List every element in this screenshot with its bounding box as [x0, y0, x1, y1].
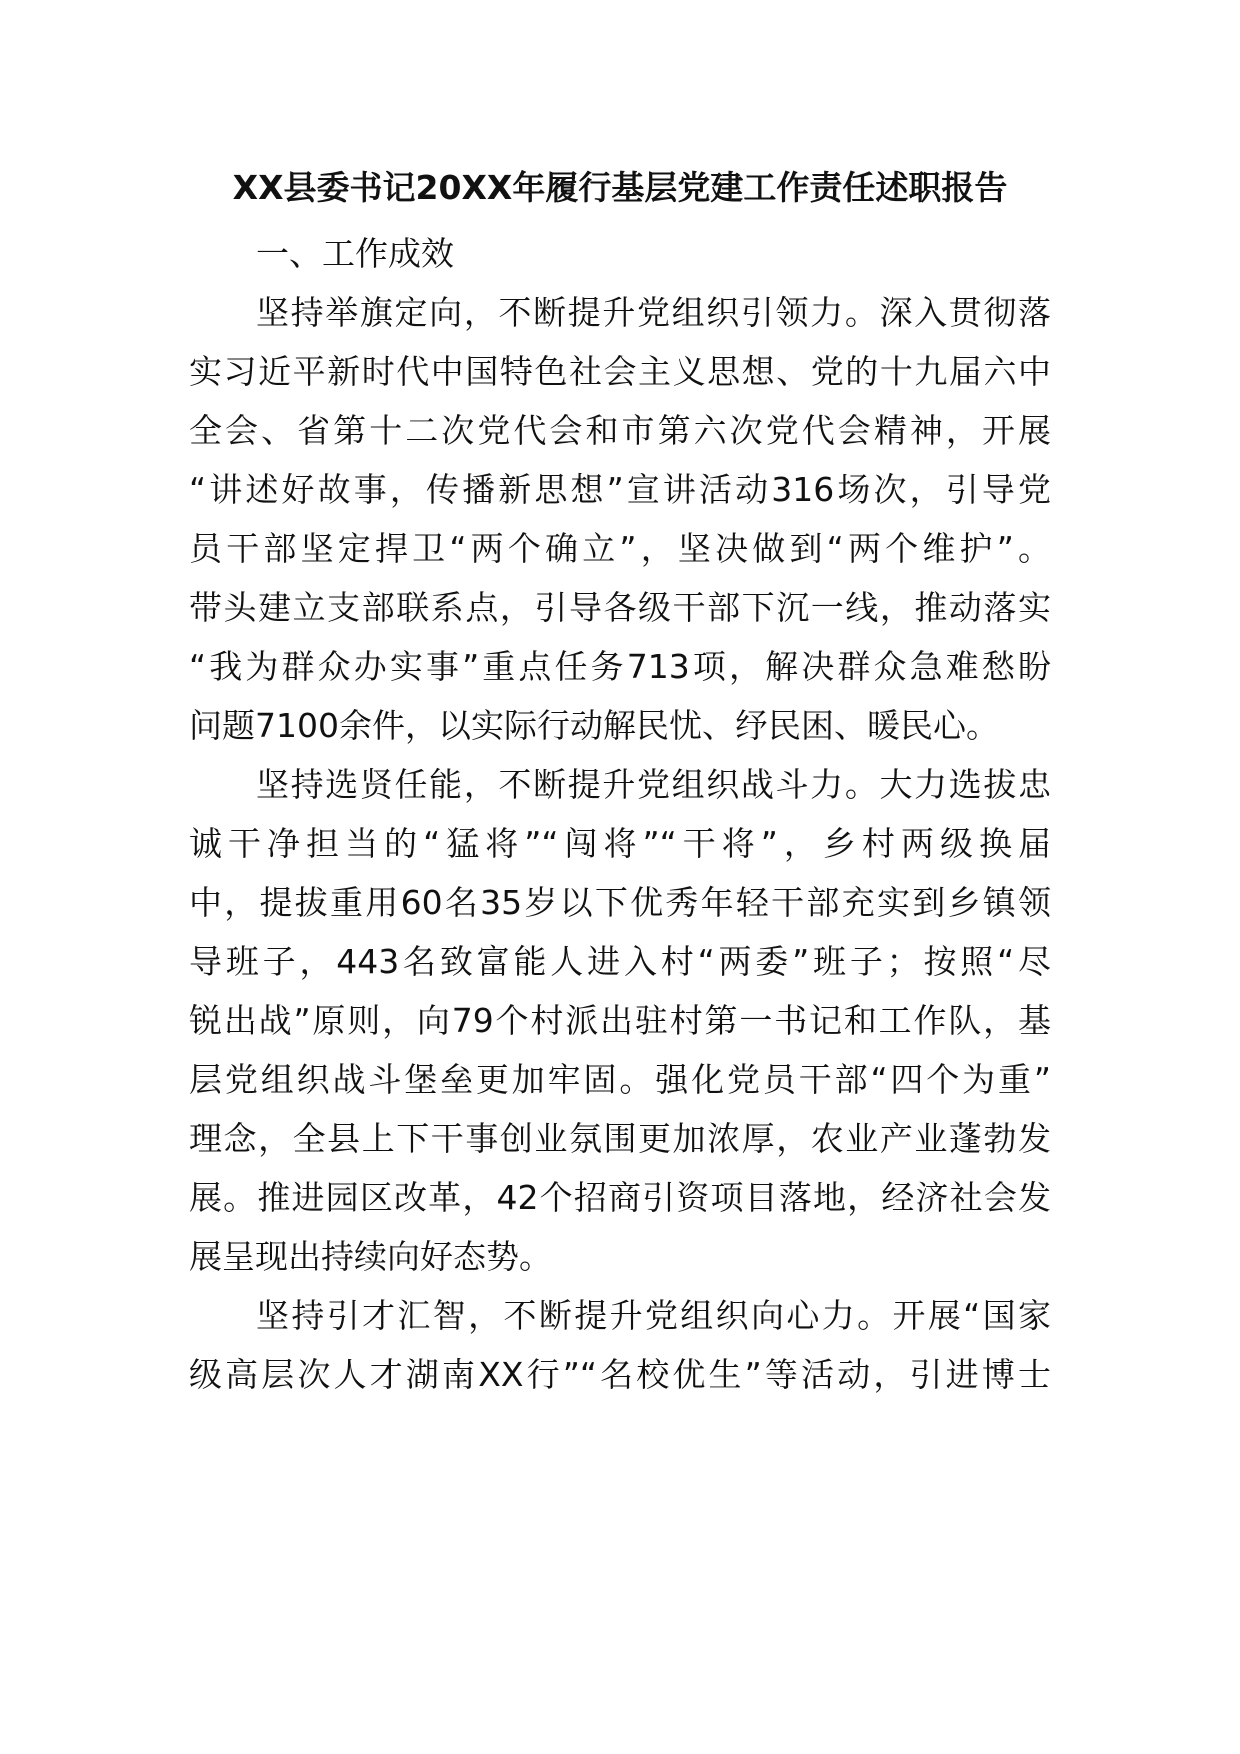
paragraph-line: 导班子，443名致富能人进入村“两委”班子；按照“尽 — [189, 942, 1051, 981]
paragraph-line: 展。推进园区改革，42个招商引资项目落地，经济社会发 — [189, 1178, 1051, 1217]
paragraph-line: 问题7100余件，以实际行动解民忧、纾民困、暖民心。 — [189, 706, 999, 745]
paragraph-line: “我为群众办实事”重点任务713项，解决群众急难愁盼 — [189, 647, 1051, 686]
paragraph-line: 中，提拔重用60名35岁以下优秀年轻干部充实到乡镇领 — [189, 883, 1051, 922]
paragraph-line: 员干部坚定捍卫“两个确立”，坚决做到“两个维护”。 — [189, 529, 1051, 568]
paragraph-line: 带头建立支部联系点，引导各级干部下沉一线，推动落实 — [189, 588, 1051, 627]
paragraph-line: 理念，全县上下干事创业氛围更加浓厚，农业产业蓬勃发 — [189, 1119, 1051, 1158]
paragraph-line: 坚持引才汇智，不断提升党组织向心力。开展“国家 — [256, 1296, 1051, 1335]
paragraph-line: 级高层次人才湖南XX行”“名校优生”等活动，引进博士 — [189, 1355, 1051, 1394]
paragraph-line: 全会、省第十二次党代会和市第六次党代会精神，开展 — [189, 411, 1051, 450]
paragraph-line: 层党组织战斗堡垒更加牢固。强化党员干部“四个为重” — [189, 1060, 1051, 1099]
paragraph-line: 诚干净担当的“猛将”“闯将”“干将”，乡村两级换届 — [189, 824, 1051, 863]
paragraph-line: “讲述好故事，传播新思想”宣讲活动316场次，引导党 — [189, 470, 1051, 509]
section-heading: 一、工作成效 — [256, 234, 454, 273]
paragraph-line: 展呈现出持续向好态势。 — [189, 1237, 552, 1276]
paragraph-line: 锐出战”原则，向79个村派出驻村第一书记和工作队，基 — [189, 1001, 1051, 1040]
paragraph-line: 实习近平新时代中国特色社会主义思想、党的十九届六中 — [189, 352, 1051, 391]
paragraph-line: 坚持选贤任能，不断提升党组织战斗力。大力选拔忠 — [256, 765, 1051, 804]
document-title: XX县委书记20XX年履行基层党建工作责任述职报告 — [232, 168, 1008, 207]
paragraph-line: 坚持举旗定向，不断提升党组织引领力。深入贯彻落 — [256, 293, 1051, 332]
